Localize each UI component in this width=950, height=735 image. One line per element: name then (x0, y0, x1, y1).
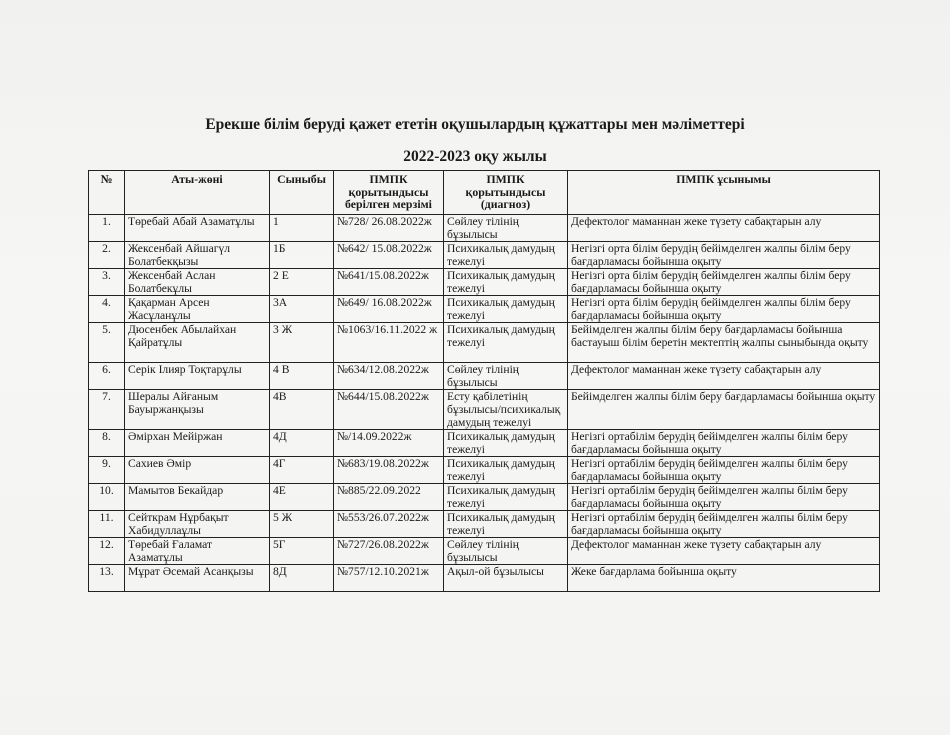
diagnosis-cell: Психикалық дамудың тежелуі (444, 511, 568, 538)
row-number-cell: 12. (89, 538, 125, 565)
column-header-date: ПМПК қорытындысы берілген мерзімі (334, 171, 444, 215)
conclusion-date-cell: №642/ 15.08.2022ж (334, 242, 444, 269)
row-number-cell: 8. (89, 430, 125, 457)
row-number-cell: 10. (89, 484, 125, 511)
student-class-cell: 5Г (270, 538, 334, 565)
table-header-row (89, 171, 880, 215)
recommendation-cell: Негізгі ортабілім берудің бейімделген жалпы білім беру бағдарламасы бойынша оқыту (568, 457, 880, 484)
student-class-cell: 3А (270, 296, 334, 323)
recommendation-cell: Негізгі ортабілім берудің бейімделген жалпы білім беру бағдарламасы бойынша оқыту (568, 430, 880, 457)
row-number-cell: 3. (89, 269, 125, 296)
student-name-cell: Мұрат Әсемай Асанқызы (125, 565, 270, 592)
student-class-cell: 4 В (270, 363, 334, 390)
conclusion-date-cell: №757/12.10.2021ж (334, 565, 444, 592)
student-class-cell: 4В (270, 390, 334, 430)
conclusion-date-cell: №1063/16.11.2022 ж (334, 323, 444, 363)
column-header-diagnosis: ПМПК қорытындысы (диагноз) (444, 171, 568, 215)
column-header-class: Сыныбы (270, 171, 334, 215)
student-class-cell: 1 (270, 215, 334, 242)
column-header-number: № (89, 171, 125, 215)
diagnosis-cell: Психикалық дамудың тежелуі (444, 269, 568, 296)
table-row (89, 430, 880, 457)
row-number-cell: 6. (89, 363, 125, 390)
document-title: Ерекше білім беруді қажет ететін оқушылардың құжаттары мен мәліметтері (205, 116, 745, 133)
academic-year: 2022-2023 оқу жылы (403, 148, 547, 165)
conclusion-date-cell: №649/ 16.08.2022ж (334, 296, 444, 323)
student-name-cell: Серік Ілияр Тоқтарұлы (125, 363, 270, 390)
table-row (89, 296, 880, 323)
row-number-cell: 4. (89, 296, 125, 323)
row-number-cell: 2. (89, 242, 125, 269)
student-name-cell: Дюсенбек Абылайхан Қайратұлы (125, 323, 270, 363)
diagnosis-cell: Сөйлеу тілінің бұзылысы (444, 538, 568, 565)
diagnosis-cell: Есту қабілетінің бұзылысы/психикалық дамудың тежелуі (444, 390, 568, 430)
table-row (89, 323, 880, 363)
table-row (89, 215, 880, 242)
diagnosis-cell: Сөйлеу тілінің бұзылысы (444, 363, 568, 390)
student-name-cell: Жексенбай Аслан Болатбекұлы (125, 269, 270, 296)
conclusion-date-cell: №885/22.09.2022 (334, 484, 444, 511)
conclusion-date-cell: №/14.09.2022ж (334, 430, 444, 457)
student-name-cell: Сахиев Әмір (125, 457, 270, 484)
table-row (89, 269, 880, 296)
student-name-cell: Шералы Айғаным Бауыржанқызы (125, 390, 270, 430)
student-name-cell: Төребай Абай Азаматұлы (125, 215, 270, 242)
student-class-cell: 8Д (270, 565, 334, 592)
student-class-cell: 3 Ж (270, 323, 334, 363)
table-row (89, 390, 880, 430)
student-class-cell: 4Е (270, 484, 334, 511)
diagnosis-cell: Психикалық дамудың тежелуі (444, 457, 568, 484)
table-row (89, 457, 880, 484)
table-row (89, 538, 880, 565)
diagnosis-cell: Психикалық дамудың тежелуі (444, 242, 568, 269)
conclusion-date-cell: №641/15.08.2022ж (334, 269, 444, 296)
student-class-cell: 1Б (270, 242, 334, 269)
column-header-name: Аты-жөні (125, 171, 270, 215)
row-number-cell: 9. (89, 457, 125, 484)
conclusion-date-cell: №644/15.08.2022ж (334, 390, 444, 430)
row-number-cell: 13. (89, 565, 125, 592)
student-name-cell: Төребай Ғаламат Азаматұлы (125, 538, 270, 565)
students-table (88, 170, 880, 592)
diagnosis-cell: Ақыл-ой бұзылысы (444, 565, 568, 592)
table-row (89, 242, 880, 269)
diagnosis-cell: Психикалық дамудың тежелуі (444, 323, 568, 363)
student-name-cell: Сейткрам Нұрбақыт Хабидуллаұлы (125, 511, 270, 538)
student-name-cell: Мамытов Бекайдар (125, 484, 270, 511)
conclusion-date-cell: №683/19.08.2022ж (334, 457, 444, 484)
table-row (89, 565, 880, 592)
recommendation-cell: Негізгі ортабілім берудің бейімделген жалпы білім беру бағдарламасы бойынша оқыту (568, 484, 880, 511)
conclusion-date-cell: №634/12.08.2022ж (334, 363, 444, 390)
student-class-cell: 5 Ж (270, 511, 334, 538)
recommendation-cell: Негізгі ортабілім берудің бейімделген жалпы білім беру бағдарламасы бойынша оқыту (568, 511, 880, 538)
student-name-cell: Әмірхан Мейіржан (125, 430, 270, 457)
row-number-cell: 7. (89, 390, 125, 430)
conclusion-date-cell: №727/26.08.2022ж (334, 538, 444, 565)
diagnosis-cell: Психикалық дамудың тежелуі (444, 296, 568, 323)
conclusion-date-cell: №553/26.07.2022ж (334, 511, 444, 538)
recommendation-cell: Бейімделген жалпы білім беру бағдарламасы бойынша бастауыш білім беретін мектептің жалпы сыныбында оқыту (568, 323, 880, 363)
recommendation-cell: Негізгі орта білім берудің бейімделген жалпы білім беру бағдарламасы бойынша оқыту (568, 242, 880, 269)
student-class-cell: 2 Е (270, 269, 334, 296)
table-row (89, 363, 880, 390)
table-row (89, 511, 880, 538)
recommendation-cell: Дефектолог маманнан жеке түзету сабақтарын алу (568, 363, 880, 390)
table-row (89, 484, 880, 511)
row-number-cell: 11. (89, 511, 125, 538)
row-number-cell: 1. (89, 215, 125, 242)
diagnosis-cell: Психикалық дамудың тежелуі (444, 430, 568, 457)
student-class-cell: 4Д (270, 430, 334, 457)
student-class-cell: 4Г (270, 457, 334, 484)
column-header-recommendation: ПМПК ұсынымы (568, 171, 880, 215)
row-number-cell: 5. (89, 323, 125, 363)
recommendation-cell: Негізгі орта білім берудің бейімделген жалпы білім беру бағдарламасы бойынша оқыту (568, 296, 880, 323)
student-name-cell: Қақарман Арсен Жасұланұлы (125, 296, 270, 323)
recommendation-cell: Жеке бағдарлама бойынша оқыту (568, 565, 880, 592)
diagnosis-cell: Психикалық дамудың тежелуі (444, 484, 568, 511)
recommendation-cell: Негізгі орта білім берудің бейімделген жалпы білім беру бағдарламасы бойынша оқыту (568, 269, 880, 296)
diagnosis-cell: Сөйлеу тілінің бұзылысы (444, 215, 568, 242)
recommendation-cell: Дефектолог маманнан жеке түзету сабақтарын алу (568, 538, 880, 565)
student-name-cell: Жексенбай Айшагүл Болатбекқызы (125, 242, 270, 269)
conclusion-date-cell: №728/ 26.08.2022ж (334, 215, 444, 242)
recommendation-cell: Дефектолог маманнан жеке түзету сабақтарын алу (568, 215, 880, 242)
recommendation-cell: Бейімделген жалпы білім беру бағдарламасы бойынша оқыту (568, 390, 880, 430)
